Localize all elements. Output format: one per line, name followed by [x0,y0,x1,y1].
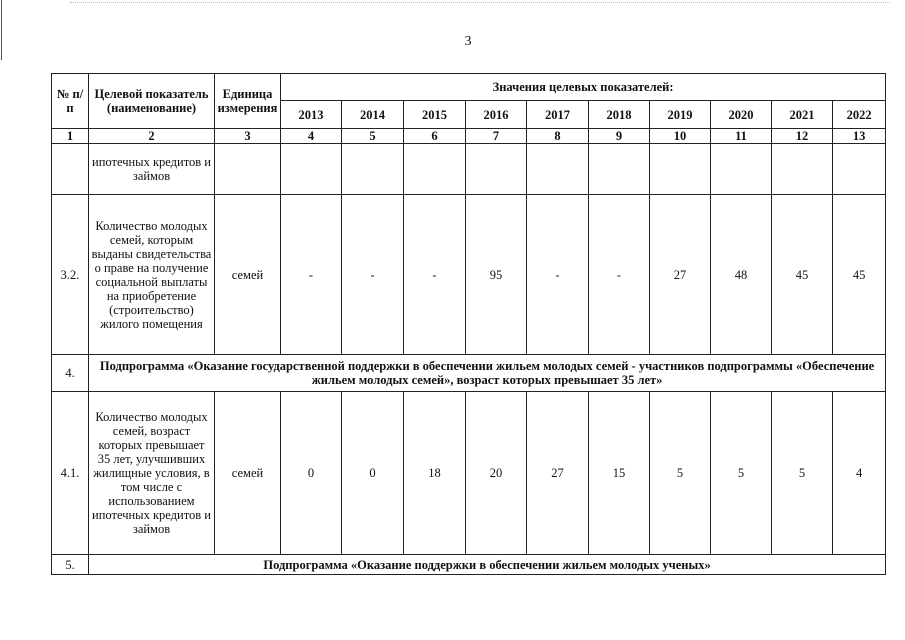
value-cell: 18 [404,392,466,555]
column-number: 12 [772,129,833,144]
column-number: 10 [650,129,711,144]
column-number: 5 [342,129,404,144]
value-cell [711,144,772,195]
value-cell [466,144,527,195]
row-number: 5. [52,555,89,575]
subprogram-title: Подпрограмма «Оказание поддержки в обеспечении жильем молодых ученых» [89,555,886,575]
row-number: 3.2. [52,195,89,355]
column-number: 6 [404,129,466,144]
header-year: 2020 [711,101,772,129]
header-year: 2018 [589,101,650,129]
column-number: 1 [52,129,89,144]
value-cell: 45 [833,195,886,355]
column-number: 8 [527,129,589,144]
scan-artifact-top [70,2,890,4]
column-number: 9 [589,129,650,144]
indicator-name: ипотечных кредитов и займов [89,144,215,195]
value-cell: 4 [833,392,886,555]
value-cell: 0 [281,392,342,555]
value-cell: - [589,195,650,355]
subprogram-title: Подпрограмма «Оказание государственной поддержки в обеспечении жильем молодых семей - участников подпрограммы «Обеспечение жильем молодых семей», возраст которых превышает 35 лет» [89,355,886,392]
header-year: 2013 [281,101,342,129]
table-row [52,195,886,355]
value-cell: 20 [466,392,527,555]
unit-cell: семей [215,392,281,555]
page-number: 3 [464,34,472,49]
indicator-name: Количество молодых семей, возраст которых превышает 35 лет, улучшивших жилищные условия, в том числе с использованием ипотечных кредитов и займов [89,392,215,555]
value-cell [650,144,711,195]
value-cell: 5 [711,392,772,555]
table-header-row [52,74,886,101]
value-cell [772,144,833,195]
unit-cell [215,144,281,195]
header-year: 2019 [650,101,711,129]
column-number: 13 [833,129,886,144]
header-indicator: Целевой показатель (наименование) [89,74,215,129]
row-number: 4. [52,355,89,392]
value-cell: 5 [772,392,833,555]
value-cell: 0 [342,392,404,555]
row-number [52,144,89,195]
table-row [52,144,886,195]
value-cell: - [404,195,466,355]
value-cell: 45 [772,195,833,355]
value-cell [404,144,466,195]
value-cell: 95 [466,195,527,355]
value-cell: 27 [650,195,711,355]
header-year: 2017 [527,101,589,129]
indicator-name: Количество молодых семей, которым выданы свидетельства о праве на получение социальной выплаты на приобретение (строительство) жилого помещения [89,195,215,355]
target-indicators-table [51,73,886,575]
header-year: 2022 [833,101,886,129]
unit-cell: семей [215,195,281,355]
column-number: 3 [215,129,281,144]
column-number: 11 [711,129,772,144]
scan-artifact-left-edge [1,0,2,60]
value-cell [527,144,589,195]
column-number-row [52,129,886,144]
column-number: 2 [89,129,215,144]
value-cell: - [342,195,404,355]
header-number: № п/п [52,74,89,129]
value-cell [589,144,650,195]
header-unit: Единица измерения [215,74,281,129]
subprogram-row [52,355,886,392]
header-year: 2016 [466,101,527,129]
value-cell: 27 [527,392,589,555]
value-cell [281,144,342,195]
value-cell: - [527,195,589,355]
column-number: 7 [466,129,527,144]
column-number: 4 [281,129,342,144]
value-cell [833,144,886,195]
table-row [52,392,886,555]
value-cell: - [281,195,342,355]
row-number: 4.1. [52,392,89,555]
header-year: 2021 [772,101,833,129]
value-cell [342,144,404,195]
header-year: 2015 [404,101,466,129]
subprogram-row [52,555,886,575]
value-cell: 15 [589,392,650,555]
value-cell: 5 [650,392,711,555]
header-target-values: Значения целевых показателей: [281,74,886,101]
value-cell: 48 [711,195,772,355]
header-year: 2014 [342,101,404,129]
